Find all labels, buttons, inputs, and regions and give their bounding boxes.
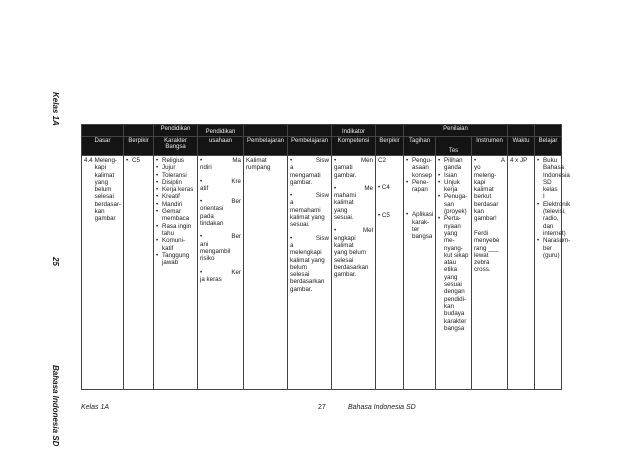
instrumen-line: Ferdi bbox=[474, 229, 489, 237]
header-indikator: Indikator bbox=[332, 125, 376, 137]
kd-line: gambar bbox=[94, 215, 116, 223]
kewira-item: • Ber orientasi pada tindakan bbox=[200, 198, 241, 228]
indikator-item: • Men gamati gambar. bbox=[334, 157, 373, 179]
karakter-item: • Komuni-katif bbox=[156, 237, 195, 252]
sumber-item: • Buku Bahasa Indonesia SD kelas I bbox=[537, 157, 559, 201]
cell-berpikir: • C5 bbox=[124, 156, 154, 390]
cell-tes bbox=[436, 156, 472, 390]
instrumen-line: meleng- bbox=[474, 171, 497, 179]
kegiatan-item: • Sisw a memahami kalimat yang sesuai. bbox=[290, 192, 329, 229]
kegiatan-item: • Sisw a melengkapi kalimat yang belum selesai berdasarkan gambar. bbox=[290, 234, 329, 293]
tagihan-item: • Pengu- asaan konsep bbox=[406, 157, 433, 179]
footer-page-number: 27 bbox=[318, 404, 326, 411]
indikator-item: • Me mahami kalimat yang sesuai. bbox=[334, 184, 373, 222]
tes-item: • Isian bbox=[438, 172, 469, 179]
header-instrumen: Instrumen bbox=[472, 137, 508, 156]
instrumen-line: yo bbox=[474, 164, 481, 172]
margin-page-number: 25 bbox=[51, 257, 60, 266]
kd-line: kan bbox=[94, 208, 105, 216]
cell-indikator bbox=[332, 156, 376, 390]
header-sumber: Belajar bbox=[535, 137, 562, 156]
instrumen-line bbox=[474, 223, 505, 230]
karakter-item: • Toleransi bbox=[156, 172, 195, 179]
karakter-item: • Mandiri bbox=[156, 201, 195, 208]
kewira-item: • Ma ndiri bbox=[200, 157, 241, 172]
karakter-item: • Kerja keras bbox=[156, 186, 195, 193]
kd-line: kalimat bbox=[94, 171, 115, 179]
karakter-item: • Religius bbox=[156, 157, 195, 164]
instrumen-line: lewat bbox=[474, 251, 489, 259]
header-penilaian: Penilaian bbox=[404, 125, 508, 137]
header-ranah: Berpikir bbox=[376, 137, 404, 156]
header-pendidikan-mid: Pendidikan bbox=[198, 125, 244, 137]
kewira-item: • Kre atif bbox=[200, 177, 241, 192]
ranah-item: • C5 bbox=[378, 211, 390, 219]
cell-ranah bbox=[376, 156, 404, 390]
header-kegiatan: Pembelajaran bbox=[288, 137, 332, 156]
instrumen-line: berdasar bbox=[474, 200, 499, 208]
header-row-top bbox=[82, 125, 562, 137]
kd-line: belum bbox=[94, 186, 112, 194]
tes-item: • Perta-nyaan yang me-nyang-kut sikap atau etika yang sesuai dengan pendidi-kan budaya karakter bangsa bbox=[438, 215, 469, 332]
margin-subject-label: Bahasa Indonesia SD bbox=[51, 365, 60, 447]
footer-class: Kelas 1A bbox=[81, 404, 110, 411]
header-karakter: Karakter Bangsa bbox=[154, 137, 198, 156]
indikator-item: • Mel engkapi kalimat yang belum selesai berdasarkan gambar. bbox=[334, 227, 373, 279]
header-tagihan: Tagihan bbox=[404, 137, 436, 156]
header-kewirausahaan: usahaan bbox=[198, 137, 244, 156]
kd-line: kapi bbox=[94, 164, 106, 172]
header-tes: Tes bbox=[436, 137, 472, 156]
ranah-item: C2 bbox=[378, 157, 386, 164]
header-materi: Pembelajaran bbox=[244, 137, 288, 156]
cell-instrumen: • A yo meleng- kapi kalimat berkut berdasar kan gambar! Ferdi menyebe rang ___ lewat zebra cross. bbox=[472, 156, 508, 390]
footer-subject: Bahasa Indonesia SD bbox=[348, 404, 416, 411]
syllabus-table bbox=[81, 124, 571, 390]
cell-waktu: 4 x JP bbox=[508, 156, 535, 390]
tes-item: • Unjuk kerja bbox=[438, 179, 469, 194]
sumber-item: • Elektronik (televisi, radio, dan internet) bbox=[537, 201, 559, 237]
tes-item: • Pilihan ganda bbox=[438, 157, 469, 172]
tagihan-item: • Aplikasi karak- ter bangsa bbox=[406, 211, 433, 240]
cell-kewirausahaan bbox=[198, 156, 244, 390]
margin-class-label: Kelas 1A bbox=[51, 92, 60, 126]
karakter-item: • Tanggung jawab bbox=[156, 252, 195, 267]
header-waktu: Waktu bbox=[508, 137, 535, 156]
kd-line: berdasar- bbox=[94, 200, 122, 208]
cell-kegiatan bbox=[288, 156, 332, 390]
karakter-item: • Rasa ingin tahu bbox=[156, 223, 195, 238]
ranah-item: • C4 bbox=[378, 184, 390, 192]
karakter-item: • Jujur bbox=[156, 164, 195, 171]
sumber-item: • Narasum-ber (guru) bbox=[537, 237, 559, 259]
instrumen-line: kan bbox=[474, 208, 484, 216]
tagihan-item: • Pene- rapan bbox=[406, 179, 433, 194]
cell-materi bbox=[244, 156, 288, 390]
cell-kd: 4.4 Meleng- kapi kalimat yang belum selesai berdasar- kan gambar bbox=[82, 156, 124, 390]
instrumen-line: cross. bbox=[474, 266, 491, 274]
kewira-item: • Ber ani mengambil risiko bbox=[200, 233, 241, 263]
kewira-item: • Ker ja keras bbox=[200, 268, 241, 283]
instrumen-line: kapi bbox=[474, 178, 486, 186]
kegiatan-item: • Sisw a mengamati gambar. bbox=[290, 157, 329, 186]
header-row-columns bbox=[82, 137, 562, 156]
instrumen-line: menyebe bbox=[474, 237, 500, 245]
cell-tagihan bbox=[404, 156, 436, 390]
header-berpikir: Berpikir bbox=[124, 137, 154, 156]
karakter-item: • Gemar membaca bbox=[156, 208, 195, 223]
kd-line: selesai bbox=[94, 193, 114, 201]
materi-line: rumpang bbox=[246, 164, 271, 172]
karakter-item: • Kreatif bbox=[156, 193, 195, 200]
karakter-item: • Disiplin bbox=[156, 179, 195, 186]
table-row bbox=[82, 156, 562, 390]
instrumen-line: rang ___ bbox=[474, 244, 499, 252]
instrumen-line: kalimat bbox=[474, 186, 494, 194]
instrumen-line: gambar! bbox=[474, 215, 497, 223]
instrumen-line: zebra bbox=[474, 259, 490, 267]
header-pendidikan-top: Pendidikan bbox=[154, 125, 198, 137]
header-kompetensi: Kompetensi bbox=[332, 137, 376, 156]
kd-line: Meleng- bbox=[94, 157, 117, 164]
kd-line: yang bbox=[94, 178, 109, 186]
materi-line: Kalimat bbox=[246, 157, 267, 164]
tes-item: • Penuga-san (proyek) bbox=[438, 193, 469, 215]
instrumen-line: berkut bbox=[474, 193, 492, 201]
header-kd: Dasar bbox=[82, 137, 124, 156]
cell-sumber bbox=[535, 156, 571, 390]
cell-karakter bbox=[154, 156, 198, 390]
